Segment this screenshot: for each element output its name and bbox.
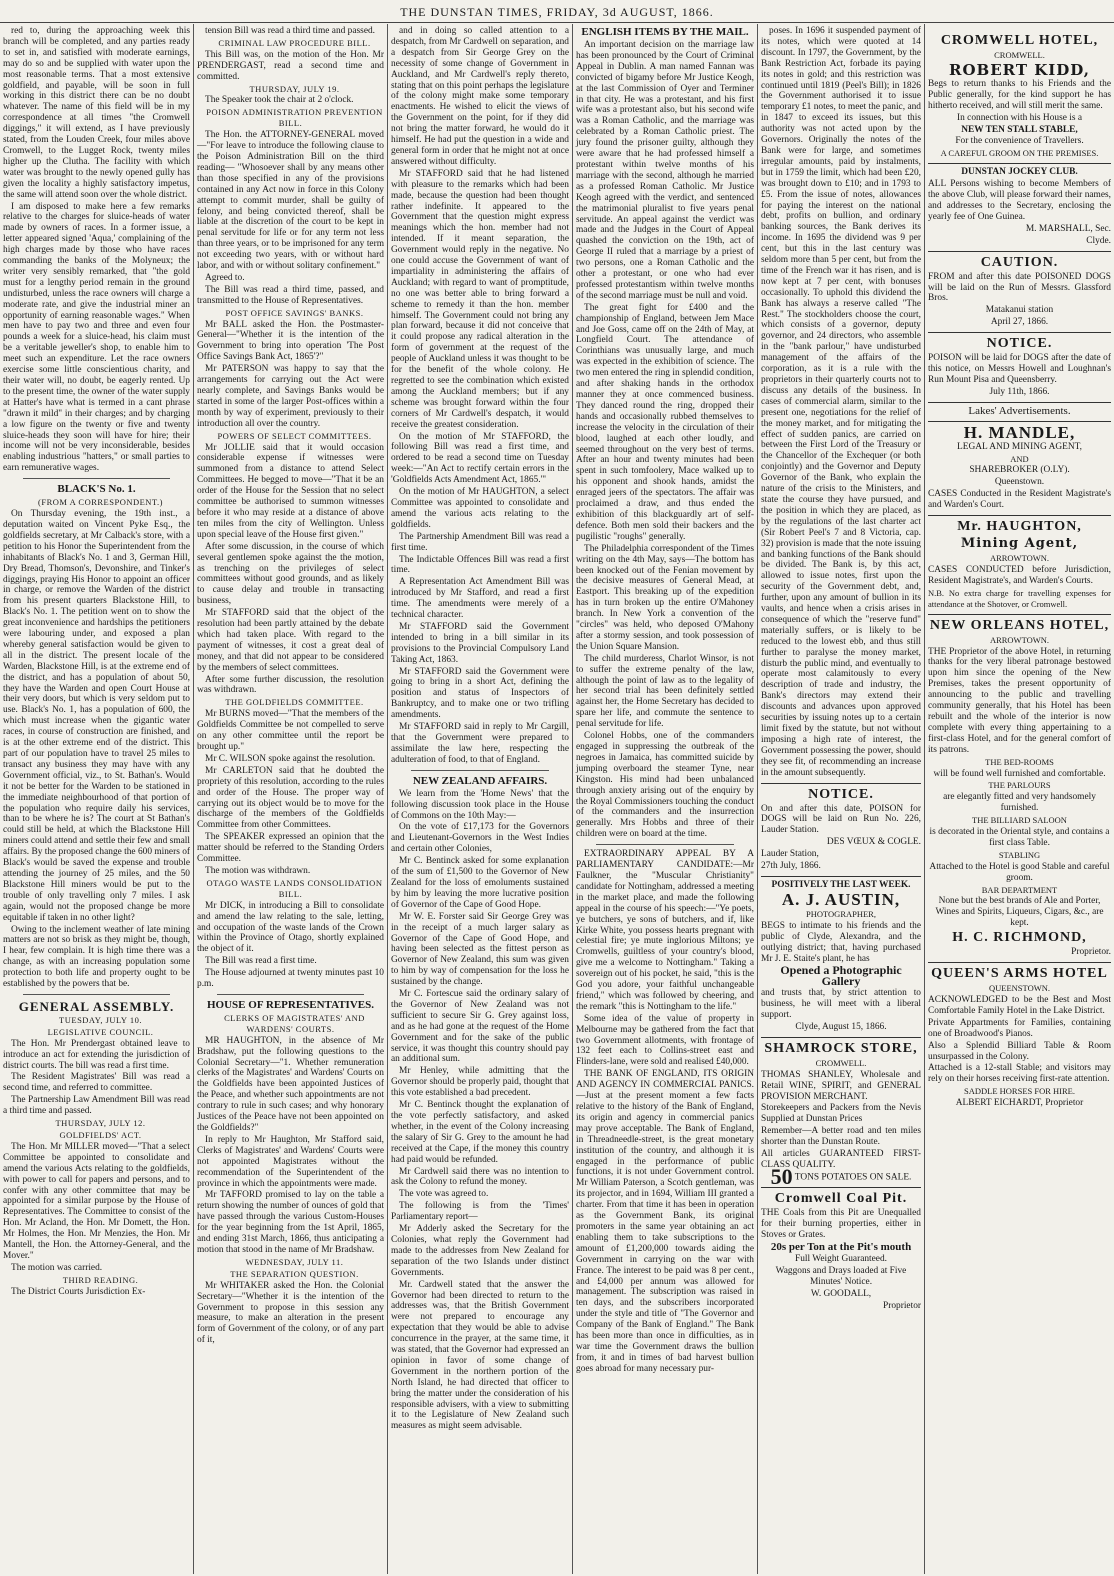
article-paragraph: The Hon. Mr Prendergast obtained leave to introduce an act for extending the jurisdiction of district courts. The bill was read a first time. xyxy=(3,1038,190,1071)
article-paragraph: Mr BALL asked the Hon. the Postmaster-General—"Whether it is the intention of the Government to bring into operation 'The Post Office Savings Bank Act, 1865'?" xyxy=(197,319,384,363)
ad-body: Full Weight Guaranteed. xyxy=(794,1254,888,1265)
section-heading: GENERAL ASSEMBLY. xyxy=(18,998,175,1014)
ad-place: CROMWELL. xyxy=(815,1057,867,1068)
sub-heading: GOLDFIELDS' ACT. xyxy=(59,1130,142,1140)
ad-body: Storekeepers and Packers from the Nevis Supplied at Dunstan Prices xyxy=(761,1103,921,1125)
ad-date: 27th July, 1866. xyxy=(761,861,821,872)
ad-subtitle: Mining Agent, xyxy=(960,536,1079,552)
section-heading: Lakes' Advertisements. xyxy=(968,404,1071,417)
article-paragraph: Mr JOLLIE said that it would occasion considerable expense if witnesses were summoned from a distance to attend Select Committees. He begged to move—"That it be an order of the House for the Session that no select committee be authorised to summon witnesses before it who may reside at a distance of above ten miles from the city of Wellington. Unless upon special leave of the House first given." xyxy=(197,442,384,540)
article-paragraph: The Bill was read a third time, passed, and transmitted to the House of Representatives. xyxy=(197,284,384,306)
ad-title: Cromwell Coal Pit. xyxy=(774,1191,908,1207)
article-byline: (FROM A CORRESPONDENT.) xyxy=(38,497,163,508)
ad-note: N.B. No extra charge for travelling expenses for attendance at the Shotover, or Cromwell. xyxy=(928,587,1111,609)
article-heading: NEW ZEALAND AFFAIRS. xyxy=(412,774,548,787)
sub-heading: POST OFFICE SAVINGS' BANKS. xyxy=(225,307,364,318)
sub-heading: OTAGO WASTE LANDS CONSOLIDATION BILL. xyxy=(206,877,383,899)
jockey-club-advert xyxy=(928,163,1111,246)
article-paragraph: Mr C. WILSON spoke against the resolution. xyxy=(205,753,376,764)
new-orleans-hotel-advert xyxy=(928,614,1111,958)
article-paragraph: THE BANK OF ENGLAND, ITS ORIGIN AND AGENCY IN COMMERCIAL PANICS.—Just at the present moment a few facts relative to the history of the Bank of England, its origin and agency in commercial panics may prove acceptable. The Bank of England, in Threadneedle-street, is the great monetary institution of the country, and although it is engaged in the performance of public functions, it is not under Government control. Mr William Paterson, a Scotch gentleman, was its projector, and in 1694, William III granted a charter. From that time it has been in operation as the Government Bank, its original promoters in the same year obtaining an act enabling them to take subscriptions to the amount of £1,200,000 towards aiding the Government in carrying on the war with France. The interest to be paid was 8 per cent., and £4,000 per annum was allowed for management. The subscription was raised in ten days, and the subscribers incorporated under the style and title of "The Governor and Company of the Bank of England." The Bank has been more than once in difficulties, as in war time the Government draws the bullion from, it and in times of bad harvest bullion goes abroad for many necessary pur- xyxy=(576,1069,754,1374)
ad-big-number: 50 xyxy=(770,1163,793,1189)
article-heading: BLACK'S No. 1. xyxy=(57,483,136,496)
ad-body: None but the best brands of Ale and Porter, Wines and Spirits, Liqueurs, Cigars, &c., are kept. xyxy=(935,896,1104,929)
article-paragraph: Mr C. Fortescue said the ordinary salary of the Governor of New Zealand was not sufficient to secure Sir G. Grey against loss, and as he had gone at the request of the Home Government and for the sake of the public service, it was thought this country should pay an additional sum. xyxy=(391,989,569,1065)
ad-place: ARROWTOWN. xyxy=(989,553,1050,564)
ad-subtitle: SHAREBROKER (O.LY). xyxy=(969,465,1070,476)
sub-heading: CLERKS OF MAGISTRATES' AND WARDENS' COURTS. xyxy=(224,1012,365,1034)
divider xyxy=(23,994,170,995)
ad-title: H. MANDLE, xyxy=(963,422,1076,442)
ad-date: April 27, 1866. xyxy=(990,317,1049,328)
ad-body: THOMAS SHANLEY, Wholesale and Retail WINE, SPIRIT, and GENERAL PROVISION MERCHANT. xyxy=(761,1069,921,1102)
ad-place: Clyde. xyxy=(1086,235,1111,246)
ad-body: CASES CONDUCTED before Jurisdiction, Resident Magistrate's, and Warden's Courts. xyxy=(928,565,1111,586)
ad-subheading: STABLING xyxy=(998,849,1041,860)
ad-body: Private Appartments for Families, containing one of Broadwood's Pianos. xyxy=(928,1017,1111,1039)
article-paragraph: The following is from the 'Times' Parliamentary report— xyxy=(391,1201,569,1223)
ad-highlight: NEW TEN STALL STABLE, xyxy=(961,124,1078,135)
article-paragraph: The SPEAKER expressed an opinion that the matter should be referred to the Standing Orders Committee. xyxy=(197,832,384,865)
divider xyxy=(217,994,364,995)
article-paragraph: Mr STAFFORD said that the object of the resolution had been partly attained by the debate which had taken place. With regard to the payment of witnesses, it cost a great deal of money, and that did not appear to be considered by the members of select committees. xyxy=(197,608,384,673)
ad-highlight: Opened a Photographic Gallery xyxy=(780,963,902,989)
column-1 xyxy=(0,26,193,1572)
ad-body: Attached to the Hotel is good Stable and careful groom. xyxy=(929,861,1110,883)
sub-heading: THE GOLDFIELDS COMMITTEE. xyxy=(225,697,364,708)
article-paragraph: Mr C. Bentinck thought the explanation of the vote perfectly satisfactory, and asked whether, in the event of the Colony increasing the salary of Sir G. Grey to the amount he had received at the Cape, if the money this country had paid would be refunded. xyxy=(391,1100,569,1165)
ad-date: Clyde, August 15, 1866. xyxy=(795,1021,887,1032)
ad-title: CAUTION. xyxy=(980,254,1059,270)
queens-arms-hotel-advert xyxy=(928,962,1111,1109)
article-paragraph: Mr STAFFORD said the Government were going to bring in a short Act, defining the position and status of Inspectors of Bankruptcy, and to make one or two trifling amendments. xyxy=(391,666,569,721)
ad-subheading: THE BED-ROOMS xyxy=(985,756,1054,767)
article-paragraph: Mr CARLETON said that he doubted the propriety of this resolution, according to the rules and order of the House. The proper way of carrying out its object would be to move for the discharge of the members of the Goldfields Committee from other Committees. xyxy=(197,765,384,831)
article-paragraph: The child murderess, Charlot Winsor, is not to suffer the extreme penalty of the law, although the point of law as to the legality of her second trial has been definitely settled against her, the Home Secretary has decided to spare her life, and commute the sentence to penal servitude for life. xyxy=(576,653,754,730)
ad-text: TONS POTATOES ON SALE. xyxy=(794,1172,912,1183)
article-paragraph: Mr PATERSON was happy to say that the arrangements for carrying out the Act were nearly complete, and Savings Banks would be started in some of the larger Post-offices within a month by way of experiment, previously to their introduction all over the country. xyxy=(197,364,384,429)
article-paragraph: The House adjourned at twenty minutes past 10 p.m. xyxy=(197,968,384,990)
ad-price: 20s per Ton at the Pit's mouth xyxy=(770,1241,912,1254)
ad-body: will be found well furnished and comfortable. xyxy=(933,768,1106,779)
ad-body: THE Coals from this Pit are Unequalled for their burning properties, either in Stoves or Grates. xyxy=(761,1208,921,1241)
ad-body: In connection with his House is a xyxy=(957,112,1082,123)
ad-place: ARROWTOWN. xyxy=(989,634,1050,645)
article-paragraph: The Speaker took the chair at 2 o'clock. xyxy=(205,95,354,106)
ad-body: Waggons and Drays loaded at Five Minutes' Notice. xyxy=(775,1265,907,1287)
ad-body: are elegantly fitted and very handsomely furnished. xyxy=(943,792,1096,814)
article-paragraph: On the motion of Mr STAFFORD, the following Bill was read a first time, and ordered to be read a second time on Tuesday week:—"An Act to rectify certain errors in the 'Goldfields Acts Amendment Act, 1865.'" xyxy=(391,431,569,486)
article-paragraph: Mr Adderly asked the Secretary for the Colonies, what reply the Government had made to the addresses from New Zealand for separation of the two Islands under distinct Governments. xyxy=(391,1224,569,1278)
notice-advert xyxy=(761,783,921,872)
article-paragraph: We learn from the 'Home News' that the following discussion took place in the House of Commons on the 10th May:— xyxy=(391,788,569,821)
mandle-advert xyxy=(928,421,1111,511)
article-paragraph: Agreed to. xyxy=(205,272,245,283)
ad-subtitle: PHOTOGRAPHER, xyxy=(806,908,876,919)
article-paragraph: On the vote of £17,173 for the Governors and Lieutenant-Governors in the West Indies and certain other Colonies, xyxy=(391,822,569,855)
section-heading: HOUSE OF REPRESENTATIVES. xyxy=(207,998,374,1011)
article-paragraph: The vote was agreed to. xyxy=(399,1189,489,1200)
ad-body: All articles GUARANTEED FIRST-CLASS QUALITY. xyxy=(761,1149,921,1170)
ad-body: ACKNOWLEDGED to be the Best and Most Comfortable Family Hotel in the Lake District. xyxy=(928,995,1111,1016)
ad-body: is decorated in the Oriental style, and contains a first class Table. xyxy=(929,827,1110,848)
ad-signature: H. C. RICHMOND, xyxy=(952,930,1087,946)
sub-heading: THIRD READING. xyxy=(62,1274,139,1285)
article-paragraph: Mr DICK, in introducing a Bill to consolidate and amend the law relating to the sale, letting, and occupation of the waste lands of the Crown within the Province of Otago, shortly explained the object of it. xyxy=(197,900,384,955)
article-paragraph: Mr BURNS moved—"That the members of the Goldfields Committee be not compelled to serve on any other committee until the report be brought up." xyxy=(197,709,384,752)
ad-body: On and after this date, POISON for DOGS will be laid on Run No. 226, Lauder Station. xyxy=(761,803,921,836)
ad-title: NOTICE. xyxy=(986,336,1053,352)
article-paragraph: MR HAUGHTON, in the absence of Mr Bradshaw, put the following questions to the Colonial Secretary—"1. Whether remuneration clerks of the Magistrates' and Wardens' Courts on the Goldfields have been appointed Justices of the Peace, and whether such appointments are not contrary to rule in such cases; and why honorary Justices of the Peace have not been appointed on the Goldfields?" xyxy=(197,1035,384,1133)
ad-subheading: THE BILLIARD SALOON xyxy=(972,815,1067,826)
ad-body: Begs to return thanks to his Friends and the Public generally, for the kind support he has hitherto received, and will still merit the same. xyxy=(928,78,1111,111)
column-4 xyxy=(573,26,757,1572)
article-paragraph: Mr STAFFORD said that he had listened with pleasure to the remarks which had been made, because the question had been thought rather indefinite. It appeared to the Government that the question might express meanings which the hon. member had not intended. If it meant separation, the Government would reply in the negative. No one could accuse the Government of want of impartiality in administering the affairs of Auckland; with regard to want of promptitude, no one was better able to bring forward a scheme to remedy it than the hon. member himself. The Government could not bring any plan forward, because it did not conceive that it could propose any radical alteration in the form of government at the request of the people of Auckland unless it was thought to be for the benefit of the whole colony. He regretted to see the combination which existed among the Auckland members; but if any scheme was brought forward within the four corners of Mr Cardwell's despatch, it would receive the greatest consideration. xyxy=(391,168,569,430)
ad-subtitle: AND xyxy=(1010,453,1029,464)
column-3 xyxy=(388,26,572,1572)
ad-title: NEW ORLEANS HOTEL, xyxy=(929,617,1110,633)
article-paragraph: Mr Henley, while admitting that the Governor should be properly paid, thought that this vote established a bad precedent. xyxy=(391,1066,569,1099)
ad-title: SHAMROCK STORE, xyxy=(764,1040,918,1056)
ad-subtitle: LEGAL AND MINING AGENT, xyxy=(957,441,1082,452)
article-paragraph: The Indictable Offences Bill was read a first time. xyxy=(391,554,569,576)
ad-body: FROM and after this date POISONED DOGS will be laid on the Run of Messrs. Glassford Bros. xyxy=(928,271,1111,304)
article-paragraph: Mr STAFFORD said the Government intended to bring in a bill similar in its provisions to the Provincial Compulsory Land Taking Act, 1863. xyxy=(391,621,569,665)
divider xyxy=(23,478,170,479)
column-6 xyxy=(925,26,1114,1572)
ad-signature: DES VŒUX & COGLE. xyxy=(826,837,921,848)
ad-title: QUEEN'S ARMS HOTEL xyxy=(931,966,1108,982)
ad-subheading: BAR DEPARTMENT xyxy=(981,884,1058,895)
article-paragraph: Some idea of the value of property in Melbourne may be gathered from the fact that two Government allotments, with frontage of 132 feet each to Collins-street east and Flinders-lane, were sold and realised £40,000. xyxy=(576,1013,754,1068)
ad-body: For the convenience of Travellers. xyxy=(955,136,1084,147)
ad-body: CASES Conducted in the Resident Magistrate's and Warden's Court. xyxy=(928,489,1111,511)
article-paragraph: The Philadelphia correspondent of the Times writing on the 4th May, says—The bottom has been knocked out of the Fenian movement by the decisive measures of General Mead, at Eastport. This breaking up of the expedition has in turn broken up the entire O'Mahoney branch. In New York a convention of the "circles" was held, who deposed O'Mahony after a stormy session, and took possession of the Union Square Mansion. xyxy=(576,543,754,652)
ad-signature: ALBERT EICHARDT, Proprietor xyxy=(955,1098,1084,1109)
ad-body: ALL Persons wishing to become Members of the above Club, will please forward their names, and addresses to the Secretary, enclosing the yearly fee of One Guinea. xyxy=(928,179,1111,222)
article-paragraph: tension Bill was read a third time and passed. xyxy=(205,26,376,36)
shamrock-store-advert xyxy=(761,1037,921,1189)
article-paragraph: In reply to Mr Haughton, Mr Stafford said, Clerks of Magistrates' and Wardens' Courts were not appointed Magistrates without the recommendation of the Superintendent of the province in which the appointments were made. xyxy=(197,1134,384,1189)
sub-heading: POWERS OF SELECT COMMITTEES. xyxy=(217,430,372,441)
article-paragraph: red to, during the approaching week this branch will be completed, and any parties ready to set in, and satisfied with moderate earnings, may do so and be supplied with water upon the most reasonable terms. That a most extensive goldfield, and payable, will be soon in full working in this district there can be no doubt whatever. The name of this field will be in my correspondence at all times "the Cromwell diggings," it will extend, as I have previously stated, from the Louden Creek, four miles above Cromwell, to the Lugget Rock, twenty miles higher up the Clutha. The facility with which water was brought to the newly opened gully has given the locality a highly satisfactory impetus, the same will attend soon over the whole district. xyxy=(3,26,190,200)
ad-place: Queenstown. xyxy=(994,477,1045,488)
article-paragraph: Colonel Hobbs, one of the commanders engaged in suppressing the outbreak of the negroes in Jamaica, has committed suicide by jumping overboard the steamer Tyne, near Kingston. His mind had been unbalanced through anxiety arising out of the enquiry by the Royal Commissioners touching the conduct of the commanders and the insurrection generally. Mrs Hobbs and three of their children were on board at the time. xyxy=(576,731,754,840)
article-paragraph: and in doing so called attention to a despatch, from Mr Cardwell on separation, and a despatch from Sir George Grey on the necessity of some change of Government in Auckland, and Mr Cardwell's reply thereto, stating that on this point perhaps the legislature of the colony might make some temporary enactments. He wished to elicit the views of the Government on the point, for if they did not bring the matter forward, he would do it himself. He had put the question in a wide and general form in order that he might not at once answered without difficulty. xyxy=(391,26,569,167)
article-paragraph: The Resident Magistrates' Bill was read a second time, and referred to committee. xyxy=(3,1072,190,1094)
sub-heading: TUESDAY, JULY 10. xyxy=(59,1014,142,1025)
article-paragraph: This Bill was, on the motion of the Hon. Mr PRENDERGAST, read a second time and committed. xyxy=(197,49,384,82)
article-paragraph: The motion was withdrawn. xyxy=(205,865,311,876)
article-paragraph: Mr Cardwell said there was no intention to ask the Colony to refund the money. xyxy=(391,1166,569,1188)
sub-heading: THURSDAY, JULY 19. xyxy=(249,83,340,94)
ad-potatoes xyxy=(761,1163,921,1189)
column-5 xyxy=(758,26,924,1572)
lakes-advertisements xyxy=(928,402,1111,417)
ad-subheading: THE PARLOURS xyxy=(988,780,1051,791)
article-paragraph: I am disposed to make here a few remarks relative to the charges for sluice-heads of water made by owners of races. In a former issue, a letter appeared signed 'Aqua,' complaining of the high charges made by those who have races commanding the banks of the Molyneux; the writer very sensibly remarked, that "the gold must for a lengthy period remain in the ground undisturbed, unless the race owners will charge a moderate rate, and give the industrial miner an opportunity of earning reasonable wages." When men have to pay two and three and even four pounds a week for a sluice-head, his claim must be a veritable jeweller's shop, to enable him to meet such an expenditure. Let the race owners exercise some little conscientious charity, and their water will, no doubt, be eagerly rented. Up to the present time, the owner of the water supply at Hatter's have what is termed in a cant phrase "drawn it mild" in their charges; and by charging a low figure on the twenty or five and twenty sluice-heads they soon will have for hire; their income will not be very inconsiderable, besides enabling industrious "hatters," or small parties to earn remunerative wages. xyxy=(3,201,190,474)
article-paragraph: Mr STAFFORD said in reply to Mr Cargill, that the Government were prepared to assimilate the law here, respecting the adulteration of food, to that of England. xyxy=(391,722,569,765)
ad-body: Also a Splendid Billiard Table & Room unsurpassed in the Colony. xyxy=(928,1040,1111,1062)
ad-title: Mr. HAUGHTON, xyxy=(957,519,1082,535)
ad-body: A CAREFUL GROOM ON THE PREMISES. xyxy=(940,148,1099,159)
article-paragraph: After some discussion, in the course of which several gentlemen spoke against the the motion, as trenching on the privileges of select committees without good grounds, and as likely to cause delay and trouble in transacting business, xyxy=(197,541,384,607)
article-paragraph: poses. In 1696 it suspended payment of its notes, which were quoted at 14 discount. In 1797, the Government, by the Bank Restriction Act, forbade its paying its notes in gold; and this restriction was continued until 1819 (Peel's Bill); in 1826 the Government authorised it to issue temporary £1 notes, to meet the panic, and in 1847 to exceed its issues, but this authority was not acted upon by the Governors. Originally the notes of the Bank were for large, and sometimes irregular amounts, paid by instalments, but in 1759 the limit, which had been £20, was brought down to £10; and in 1793 to £5. From the issue of notes, allowances for paying the interest on the national debt, profits on bullion, and ordinary banking sources, the Bank derives its income. In 1695 the dividend was 9 per cent, but this in the last century was seldom more than 5 per cent, but from the time of the French war it has risen, and is now kept at 7 per cent, with bonuses occasionally. To uphold this dividend the Bank has always a reserve called "The Rest." The stockholders choose the court, which consists of a governor, deputy governor, and 24 directors, who assemble in the "bank parlour," have undisturbed management of the affairs of the corporation, as it is a rule with the proprietors in their quarterly courts not to discuss any details of the business. In cases of commercial alarm, similar to the present one, negotiations for the relief of the money market, and for mitigating the effect of sudden panics, are carried on between the First Lord of the Treasury or the Chancellor of the Exchequer (or both conjointly) and the Governor and Deputy Governor of the Bank, who explain the nature of the crisis to the Ministers, and state the course they have pursued, and the position in which they are placed, as by the regulations of the last charter act (Sir Robert Peel's 7 and 8 Victoria, cap. 32) provision is made that the note issuing and banking functions of the Bank should be divided. The Bank is, by this act, allowed to issue notes, first upon the security of the Government debt, and, further, upon any amount of bullion in its vaults, and hence when a crisis arises in consequence of which the "reserve fund" materially suffers, or is likely to be reduced to the lowest ebb, and thus still further to paralyse the money market, disturb the public mind, and eventually to operate most calamitously to every description of trade and industry, the Bank's directors may extend their discounts and advances upon approved securities by issuing notes up to a certain limit fixed by the statute, but not without imposing a high rate of interest, the Government possessing the power, should they see fit, of recommending an increase in the amount subsequently. xyxy=(761,26,921,778)
article-paragraph: The great fight for £400 and the championship of England, between Jem Mace and Joe Goss, came off on the 24th of May, at Longfield Court. The attendance of Corinthians was unusually large, and much was expected in the exhibition of science. The two men entered the ring in splendid condition, and after shaking hands in the orthodox manner they at once commenced business. They danced round the ring, dropped their hands and occasionally rubbed themselves to increase the velocity in the circulation of their blood, laughed at each other loudly, and seemed throughout on the very best of terms. After an hour and twenty minutes had been spent in such tomfoolery, Mace walked up to his opponent and shook hands, amidst the enraged jeers of the spectators. The affair was proclaimed a draw, and thus ended the exhibition of this blackguardly art of self-defence. Both men sold their backers and the pugilistic "roughs" generally. xyxy=(576,302,754,542)
ad-body: Remember—A better road and ten miles shorter than the Dunstan Route. xyxy=(761,1126,921,1148)
ad-date: July 11th, 1866. xyxy=(989,386,1050,397)
article-paragraph: On Thursday evening, the 19th inst., a deputation waited on Vincent Pyke Esq., the goldfields secretary, at Mr Calback's store, with a petition to his Honor the Superintendent from the inhabitants of Black's No. 1 and 3, German Hill, Dry Bread, Thomson's, Devonshire, and Tinker's diggings, praying His Honor to appoint an officer in charge, or remove the Warden of the district from his present quarters Blackstone Hill, to Black's No. 1. The petition went on to show the great inconvenience and hardships the petitioners were labouring under, and exposed a plan whereby general satisfaction would be given to all in the district. The present locale of the Warden, Blackstone Hill, is at the extreme end of the district, and has a population of about 50, they have the Warden and open Court House at their very doors, but which is very seldom put to use. Black's No. 1, has a population of 600, the which must increase when the gigantic water races, in course of construction are finished, and is at the other extreme end of the district. This part of our population have to travel 25 miles to transact any business they may have with any Government official, viz., to St. Bathan's. Would it not be better for the Warden to be stationed in the immediate neighbourhood of that portion of the population who require daily his services, than to be where he is? The court at St Bathan's could still be held, at which the Blackstone Hill miners could attend and settle their few and small affairs. By the proposed change the 600 miners of Black's would be saved the expense and trouble attending the journey of 25 miles, and the 50 Blackstone Hill miners would be put to the trouble of only travelling only 7 miles. I ask again, would not the proposed change be more equitable if taken in no other light? xyxy=(3,509,191,923)
coal-pit-advert xyxy=(761,1187,921,1311)
divider xyxy=(411,770,549,771)
article-paragraph: Mr C. Bentinck asked for some explanation of the sum of £1,500 to the Governor of New Zealand for the loss of emoluments sustained by him by leaving the more lucrative position of Governor of the Cape of Good Hope. xyxy=(391,856,569,910)
sub-heading: THURSDAY, JULY 12. xyxy=(55,1118,146,1129)
divider xyxy=(596,844,734,845)
article-paragraph: The Partnership Amendment Bill was read a first time. xyxy=(391,531,569,553)
article-paragraph: EXTRAORDINARY APPEAL BY A PARLIAMENTARY CANDIDATE:—Mr Faulkner, the "Muscular Christianity" candidate for Nottingham, addressed a meeting in the market place, and made the following appeal in the course of his speech:—"Ye poets, ye butchers, ye sons of butchers, and if, like Kirke White, you possess hearts pregnant with celestial fire; ye mute inglorious Miltons; ye Cromwells, guiltless of your country's blood, give me a welcome to Nottingham." Taking a sovereign out of his pocket, he said, "this is the God you adore, your faithful unchangeable friend," which was followed by cheering, and the remark "this is Nottingham to the life." xyxy=(576,849,754,1012)
ad-title: CROMWELL HOTEL, xyxy=(940,33,1099,48)
column-2 xyxy=(194,26,387,1572)
ad-proprietor: ROBERT KIDD, xyxy=(949,60,1090,79)
haughton-advert xyxy=(928,515,1111,610)
article-paragraph: Mr WHITAKER asked the Hon. the Colonial Secretary—"Whether it is the intention of the Government to propose in this session any measure, to make an alteration in the present form of Government of the colony, or of any part of it, xyxy=(197,1280,384,1346)
sub-heading: THE SEPARATION QUESTION. xyxy=(230,1268,359,1279)
ad-body: BEGS to intimate to his friends and the public of Clyde, Alexandra, and the outlying district; that, having purchased Mr J. E. Staite's plant, he has xyxy=(761,920,921,964)
notice-advert xyxy=(928,332,1111,398)
article-paragraph: Mr. Cardwell stated that the answer the Governor had been directed to return to the addresses was, that the British Government were not prepared to encourage any expectation that they would be able to advise concurrence in the prayer, at the same time, it was stated, that the Governor had expressed an opinion in favor of some change of Government in the northern portion of the North Island, he had directed that officer to bring the matter under the consideration of his responsible advisers, with a view to submitting it to the Legislature of New Zealand such measures as might seem advisable. xyxy=(391,1279,569,1432)
article-paragraph: On the motion of Mr HAUGHTON, a select Committee was appointed to consolidate and amend the various acts relating to the goldfields. xyxy=(391,487,569,530)
ad-place: CROMWELL. xyxy=(994,50,1045,60)
ad-signature: M. MARSHALL, Sec. xyxy=(1025,223,1111,234)
ad-role: Proprietor xyxy=(882,1300,921,1311)
article-paragraph: After some further discussion, the resolution was withdrawn. xyxy=(197,674,384,696)
article-paragraph: The Hon. Mr MILLER moved—"That a select Committee be appointed to consolidate and amend the various Acts relating to the goldfields, with power to call for papers and persons, and to confer with any other committee that may be appointed for a similar purpose by the House of Representatives. The Committee to consist of the Hon. Mr Acland, the Hon. Mr Domett, the Hon. Mr Holmes, the Hon. Mr Menzies, the Hon. Mr Mantell, the Hon. the Attorney-General, and the Mover." xyxy=(3,1141,190,1261)
ad-title: NOTICE. xyxy=(808,786,874,802)
ad-place: QUEENSTOWN. xyxy=(989,983,1050,994)
article-paragraph: The District Courts Jurisdiction Ex- xyxy=(11,1286,146,1297)
article-heading: ENGLISH ITEMS BY THE MAIL. xyxy=(581,26,749,38)
ad-title: A. J. AUSTIN, xyxy=(781,889,901,909)
sub-heading: WEDNESDAY, JULY 11. xyxy=(245,1256,344,1267)
article-paragraph: An important decision on the marriage law has been pronounced by the Court of Criminal Appeal in Dublin. A man named Fannan was convicted of bigamy before Mr Justice Keogh, at the last Commission of Oyer and Terminer in that city. He was a protestant, and his first wife was a protestant also, but his second wife was a Roman Catholic, and the marriage was celebrated by a Roman Catholic priest. The jury found the prisoner guilty, although they were aware that he had professed himself a protestant within twelve months of his marriage with the second, although he married as a professed Roman Catholic. Mr Justice Keogh agreed with the verdict, and sentenced the matrimonial pluralist to five years penal servitude. An appeal against the verdict was made and the Judges in the Court of Appeal quashed the conviction on the 19th, act of George II ruled that a marriage by a priest of two persons, one a Roman Catholic and the other a protestant, or one who had ever professed protestantism within twelve months of the second marriage must be null and void. xyxy=(576,40,754,301)
ad-body: POISON will be laid for DOGS after the date of this notice, on Messrs Howell and Loughnan's Run Mount Pisa and Queensberry. xyxy=(928,353,1111,385)
ad-place: Matakanui station xyxy=(985,305,1054,316)
ad-role: Proprietor. xyxy=(1071,947,1111,958)
sub-heading: POISON ADMINISTRATION PREVENTION BILL. xyxy=(206,107,383,129)
ad-title: DUNSTAN JOCKEY CLUB. xyxy=(961,167,1078,178)
sub-heading: CRIMINAL LAW PROCEDURE BILL. xyxy=(218,37,371,48)
ad-place: Lauder Station, xyxy=(761,849,819,860)
ad-signature: W. GOODALL, xyxy=(810,1288,872,1299)
article-paragraph: The Partnership Law Amendment Bill was read a third time and passed. xyxy=(3,1095,190,1117)
ad-subheading: SADDLE HORSES FOR HIRE. xyxy=(964,1086,1075,1097)
photographer-advert xyxy=(761,876,921,1033)
article-paragraph: The Hon. the ATTORNEY-GENERAL moved—"For leave to introduce the following clause to the Poison Administration Bill on the third reading— "Whosoever shall by any means other than those specified in any of the provisions contained in any Act now in force in this Colony attempt to commit murder, shall be guilty of felony, and being convicted thereof, shall be liable at the discretion of the court to be kept in penal servitude for life or for any term not less than three years, or to be imprisoned for any term not exceeding two years, with or without hard labor, and with or without solitary confinement." xyxy=(197,130,384,272)
ad-banner: POSITIVELY THE LAST WEEK. xyxy=(771,879,911,890)
article-paragraph: Mr TAFFORD promised to lay on the table a return showing the number of ounces of gold that have passed through the various Custom-Houses for the year beginning from the 1st April, 1865, and ending 31st March, 1866, thus anticipating a motion that stood in the name of Mr Bradshaw. xyxy=(197,1190,384,1255)
article-paragraph: Owing to the inclement weather of late mining matters are not so brisk as they might be, though, I hear, few complain. It is high time there was a change, as with an increasing population some protection to both life and property ought to be established by the powers that be. xyxy=(3,924,190,990)
article-paragraph: The motion was carried. xyxy=(11,1262,103,1273)
cromwell-hotel-advert xyxy=(928,30,1111,159)
article-paragraph: Mr W. E. Forster said Sir George Grey was in the receipt of a much larger salary as Governor of the Cape of Good Hope, and having been selected as the fittest person as Governor of New Zealand, this sum was given to him by way of compensation for the loss he sustained by the change. xyxy=(391,911,569,988)
sub-heading: LEGISLATIVE COUNCIL. xyxy=(47,1026,154,1037)
caution-advert xyxy=(928,251,1111,329)
ad-body: and trusts that, by strict attention to business, he will meet with a liberal support. xyxy=(761,988,921,1021)
ad-body: Attached is a 12-stall Stable; and visitors may rely on their horses receiving first-rate attention. xyxy=(928,1063,1111,1085)
masthead: THE DUNSTAN TIMES, FRIDAY, 3d AUGUST, 1866. xyxy=(0,2,1114,23)
article-paragraph: A Representation Act Amendment Bill was introduced by Mr Stafford, and read a first time. The amendments were merely of a technical character. xyxy=(391,577,569,621)
ad-body: THE Proprietor of the above Hotel, in returning thanks for the very liberal patronage bestowed upon him since the opening of the New Premises, takes the present opportunity of announcing to the public and travelling community generally, that his Hotel has been rebuilt and the whole of the interior is now complete with every thing appertaining to a first-class Hotel, and for the general comfort of its patrons. xyxy=(928,646,1111,755)
article-paragraph: The Bill was read a first time. xyxy=(205,956,317,967)
